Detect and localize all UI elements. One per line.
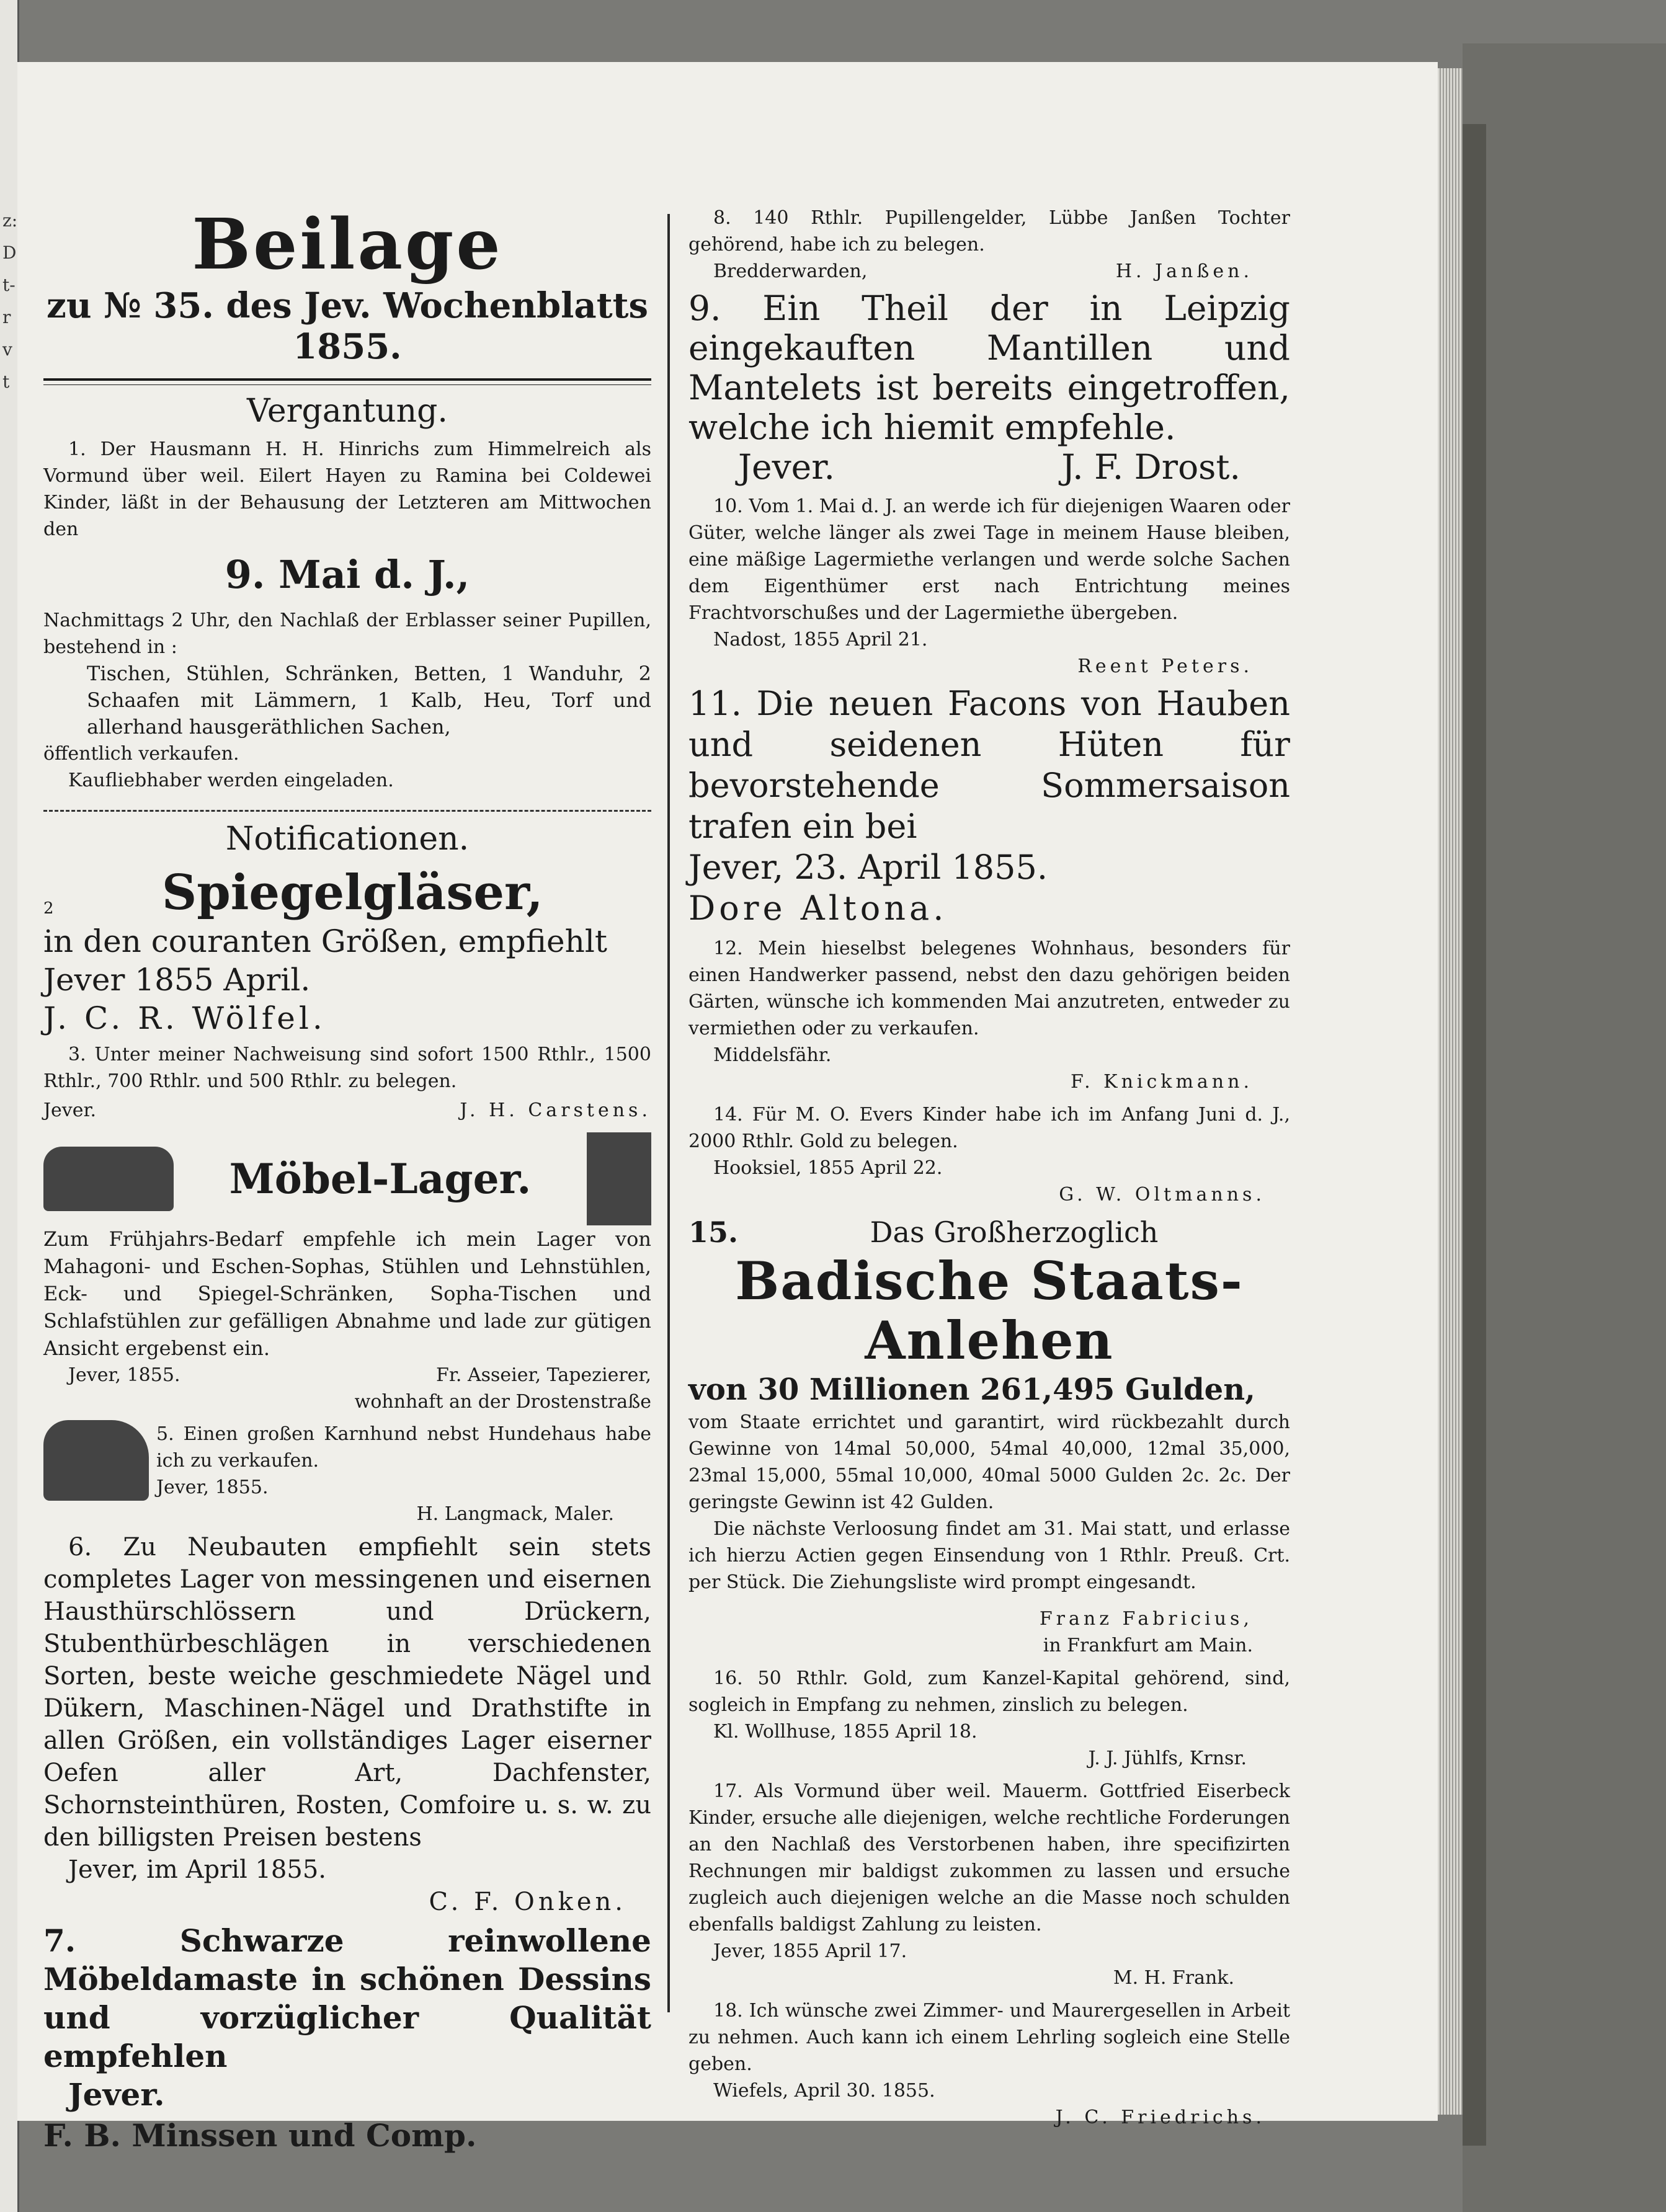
ad15-sign: Franz Fabricius, — [1039, 1608, 1253, 1630]
page-edges — [1438, 68, 1463, 2115]
dog-illustration — [43, 1420, 149, 1501]
ad9-place: Jever. — [738, 447, 835, 487]
moebel-text: Zum Frühjahrs-Bedarf empfehle ich mein Lager von Mahagoni- und Eschen-Sophas, Stühlen und Lehnstühlen, Eck- und Spiegel-Schränken, Sopha-Tischen und Schlafstühlen zur gefälligen Abnahme und lade zur gütigen Ansicht ergebenst ein. — [43, 1227, 651, 1360]
ad6-sign: C. F. Onken. — [429, 1888, 626, 1916]
ad6-place: Jever, im April 1855. — [68, 1855, 326, 1884]
ad8-sign: H. Janßen. — [1115, 260, 1253, 282]
ad16-place: Kl. Wollhuse, 1855 April 18. — [713, 1721, 978, 1743]
ad14-place: Hooksiel, 1855 April 22. — [713, 1157, 943, 1179]
moebel-sign: Fr. Asseier, Tapezierer, — [436, 1364, 651, 1386]
spiegelglaser-sign: J. C. R. Wölfel. — [43, 1000, 326, 1036]
moebel-lager-title: Möbel-Lager. — [229, 1155, 532, 1203]
vergantung-text3: öffentlich verkaufen. — [43, 743, 239, 765]
page-subtitle: zu № 35. des Jev. Wochenblatts 1855. — [47, 285, 648, 367]
notificationen-heading: Notificationen. — [225, 820, 470, 858]
spiegelglaser-line: in den couranten Größen, empfiehlt — [43, 923, 607, 959]
spiegelglaser-place: Jever 1855 April. — [43, 962, 311, 998]
ad3-text: 3. Unter meiner Nachweisung sind sofort 1500 Rthlr., 1500 Rthlr., 700 Rthlr. und 500 Rthlr. zu belegen. — [43, 1044, 651, 1092]
vergantung-text4: Kaufliebhaber werden eingeladen. — [68, 770, 394, 791]
ad3-sign: J. H. Carstens. — [460, 1099, 651, 1121]
notif-number: 2 — [43, 899, 54, 918]
vergantung-text: 1. Der Hausmann H. H. Hinrichs zum Himmelreich als Vormund über weil. Eilert Hayen zu Ramina bei Coldewei Kinder, läßt in der Behausung der Letzteren am Mittwochen den — [43, 438, 651, 540]
ad7-place: Jever. — [68, 2076, 165, 2113]
left-column — [43, 205, 651, 2157]
column-separator — [667, 214, 670, 2012]
ad10-sign: Reent Peters. — [1077, 655, 1253, 677]
ad15-title: Badische Staats-Anlehen — [735, 1250, 1244, 1371]
left-page-gutter — [0, 0, 19, 2212]
chair-illustration — [587, 1132, 651, 1225]
ad8-text: 8. 140 Rthlr. Pupillengelder, Lübbe Janßen Tochter gehörend, habe ich zu belegen. — [688, 207, 1290, 255]
ad14-sign: G. W. Oltmanns. — [1059, 1184, 1265, 1206]
vergantung-items: Tischen, Stühlen, Schränken, Betten, 1 Wanduhr, 2 Schaafen mit Lämmern, 1 Kalb, Heu, Torf und allerhand hausgeräthlichen Sachen, — [87, 662, 651, 739]
section-divider — [43, 810, 651, 812]
ad7-text: 7. Schwarze reinwollene Möbeldamaste in schönen Dessins und vorzüglicher Qualität empfehlen — [43, 1922, 651, 2074]
ad17-sign: M. H. Frank. — [1113, 1967, 1234, 1989]
ad15-line: von 30 Millionen 261,495 Gulden, — [688, 1372, 1255, 1407]
ad11-text: 11. Die neuen Facons von Hauben und seidenen Hüten für bevorstehende Sommersaison trafen ein bei — [688, 684, 1290, 846]
moebel-place: Jever, 1855. — [68, 1364, 180, 1386]
ad11-sign: Dore Altona. — [688, 889, 948, 928]
ad10-place: Nadost, 1855 April 21. — [713, 629, 928, 651]
ad17-text: 17. Als Vormund über weil. Mauerm. Gottfried Eiserbeck Kinder, ersuche alle diejenigen, welche rechtliche Forderungen an den Nachlaß des Verstorbenen haben, ihre specifizirten Rechnungen mir baldigst zukommen zu lassen und ersuche zugleich auch diejenigen welche an die Masse noch schulden ebenfalls baldigst Zahlung zu leisten. — [688, 1780, 1290, 1935]
ad8-place: Bredderwarden, — [713, 260, 868, 282]
ad12-text: 12. Mein hieselbst belegenes Wohnhaus, besonders für einen Handwerker passend, nebst den dazu gehörigen beiden Gärten, wünsche ich kommenden Mai anzutreten, entweder zu vermiethen oder zu verkaufen. — [688, 938, 1290, 1039]
ad5-text: 5. Einen großen Karnhund nebst Hundehaus habe ich zu verkaufen. — [156, 1423, 651, 1472]
ad18-sign: J. C. Friedrichs. — [1055, 2107, 1265, 2128]
sofa-illustration — [43, 1147, 174, 1211]
book-cover — [1463, 43, 1666, 2212]
page-title: Beilage — [192, 204, 503, 285]
ad12-place: Middelsfähr. — [713, 1044, 832, 1066]
ad5-place: Jever, 1855. — [156, 1476, 269, 1498]
moebel-sign2: wohnhaft an der Drostenstraße — [354, 1391, 651, 1413]
ad9-text: 9. Ein Theil der in Leipzig eingekauften Mantillen und Mantelets ist bereits eingetroffen, welche ich hiemit empfehle. — [688, 288, 1290, 447]
ad10-text: 10. Vom 1. Mai d. J. an werde ich für diejenigen Waaren oder Güter, welche länger als zwei Tage in meinem Hause bleiben, eine mäßige Lagermiethe verlangen und werde solche Sachen dem Eigenthümer erst nach Entrichtung meines Frachtvorschußes und der Lagermiethe übergeben. — [688, 495, 1290, 624]
header-rule — [43, 378, 651, 385]
ad3-place: Jever. — [43, 1099, 97, 1121]
ad16-sign: J. J. Jühlfs, Krnsr. — [1088, 1748, 1247, 1769]
ad16-text: 16. 50 Rthlr. Gold, zum Kanzel-Kapital gehörend, sind, sogleich in Empfang zu nehmen, zinslich zu belegen. — [688, 1668, 1290, 1716]
spiegelglaser-title: Spiegelgläser, — [161, 864, 543, 921]
book-spine — [1463, 124, 1486, 2146]
ad14-text: 14. Für M. O. Evers Kinder habe ich im Anfang Juni d. J., 2000 Rthlr. Gold zu belegen. — [688, 1104, 1290, 1152]
ad9-sign: J. F. Drost. — [1061, 447, 1241, 487]
ad7-sign: F. B. Minssen und Comp. — [43, 2117, 477, 2154]
right-column — [688, 205, 1290, 2131]
ad5-sign: H. Langmack, Maler. — [416, 1503, 614, 1525]
ad11-place: Jever, 23. April 1855. — [688, 848, 1048, 887]
vergantung-heading: Vergantung. — [247, 393, 448, 430]
ad18-text: 18. Ich wünsche zwei Zimmer- und Maurergesellen in Arbeit zu nehmen. Auch kann ich einem Lehrling sogleich eine Stelle geben. — [688, 2000, 1290, 2075]
ad15-text2: Die nächste Verloosung findet am 31. Mai statt, und erlasse ich hierzu Actien gegen Einsendung von 1 Rthlr. Preuß. Crt. per Stück. Die Ziehungsliste wird prompt eingesandt. — [688, 1518, 1290, 1593]
ad15-text: vom Staate errichtet und garantirt, wird rückbezahlt durch Gewinne von 14mal 50,000, 54mal 40,000, 12mal 35,000, 23mal 15,000, 55mal 10,000, 40mal 5000 Gulden 2c. 2c. Der geringste Gewinn ist 42 Gulden. — [688, 1411, 1290, 1513]
ad18-place: Wiefels, April 30. 1855. — [713, 2080, 935, 2102]
ad15-sign2: in Frankfurt am Main. — [1043, 1635, 1253, 1656]
ad15-intro: Das Großherzoglich — [870, 1215, 1159, 1249]
ad17-place: Jever, 1855 April 17. — [713, 1940, 907, 1962]
gutter-text: z: D t- r v t — [2, 210, 18, 392]
vergantung-date: 9. Mai d. J., — [225, 552, 470, 597]
vergantung-text2: Nachmittags 2 Uhr, den Nachlaß der Erblasser seiner Pupillen, bestehend in : — [43, 610, 651, 658]
ad12-sign: F. Knickmann. — [1070, 1071, 1253, 1093]
ad15-number: 15. — [688, 1215, 739, 1249]
ad6-text: 6. Zu Neubauten empfiehlt sein stets completes Lager von messingenen und eisernen Hausthürschlössern und Drückern, Stubenthürbeschlägen in verschiedenen Sorten, beste weiche geschmiedete Nägel und Dükern, Maschinen-Nägel und Drathstifte in allen Größen, ein vollständiges Lager eiserner Oefen aller Art, Dachfenster, Schornsteinthüren, Rosten, Comfoire u. s. w. zu den billigsten Preisen bestens — [43, 1533, 651, 1852]
